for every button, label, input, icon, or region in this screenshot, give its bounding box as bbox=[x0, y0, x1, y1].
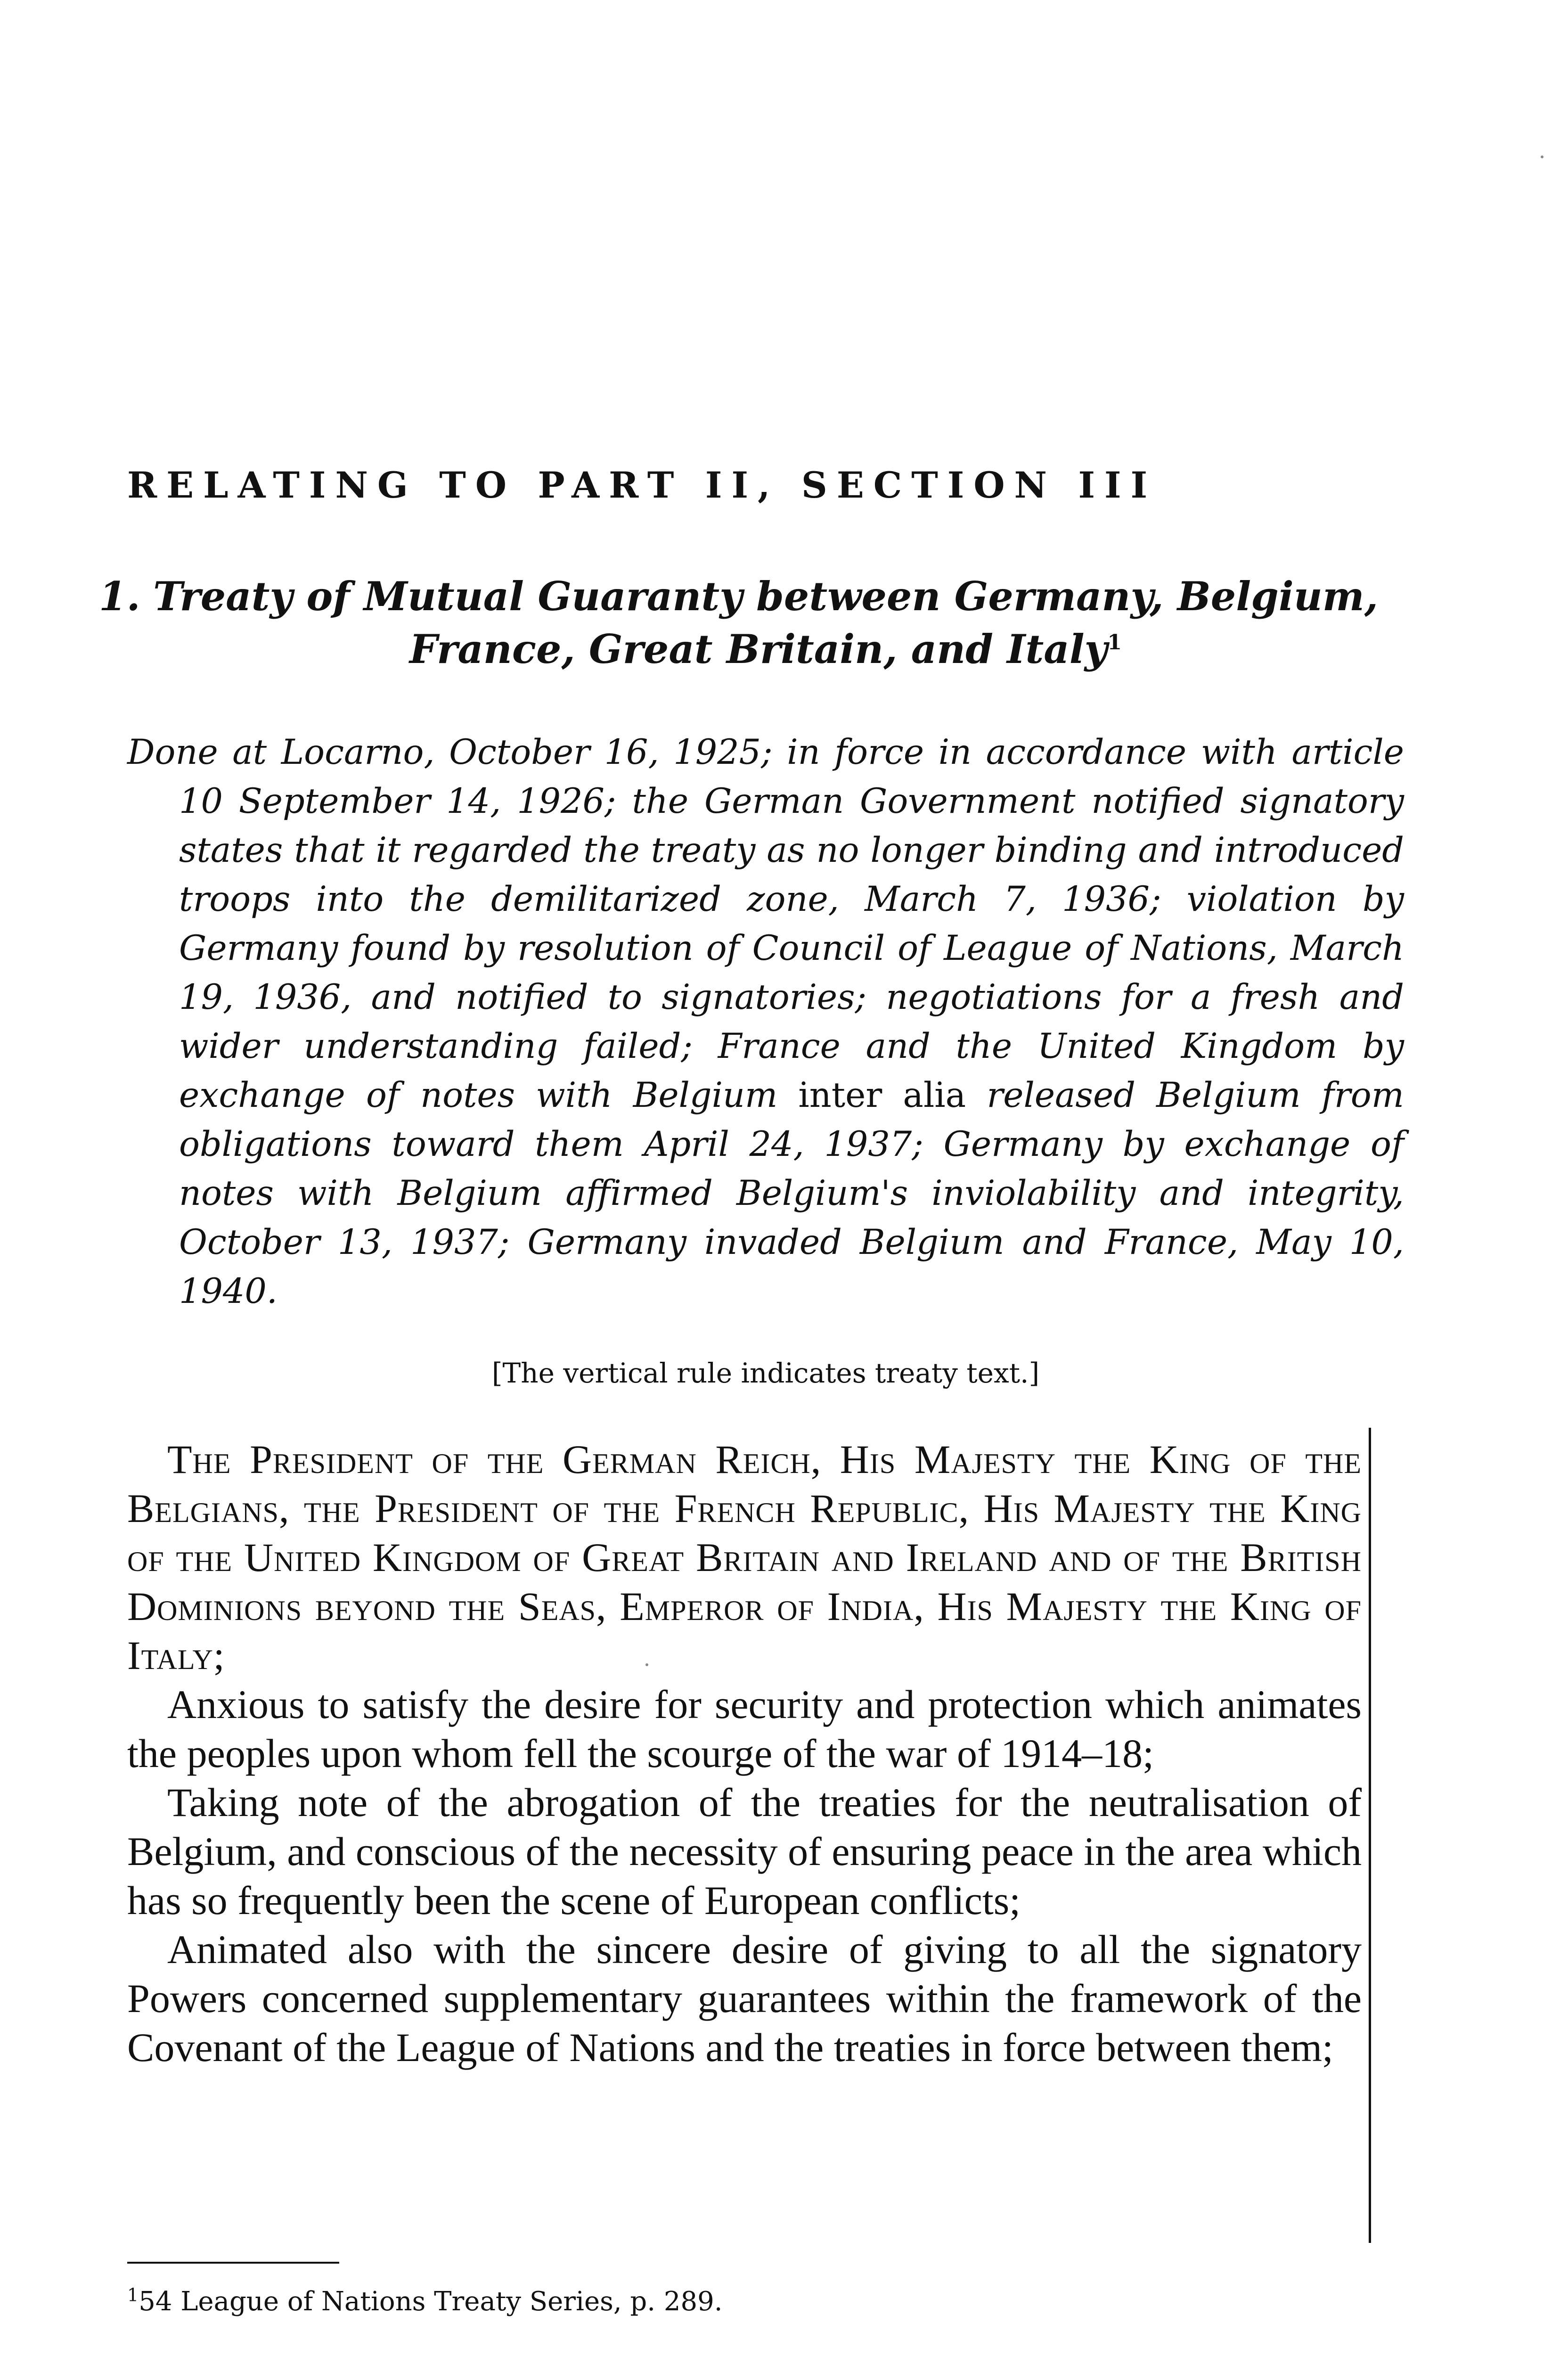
preamble-recital-1: Anxious to satisfy the desire for security and protection which animates the peoples upon whom fell the scourge of the war of 1914–18; bbox=[127, 1682, 1362, 1776]
footnote-reference: 1 bbox=[1107, 630, 1122, 654]
section-heading: RELATING TO PART II, SECTION III bbox=[127, 464, 1157, 506]
scan-speck bbox=[645, 1663, 648, 1666]
treaty-text-block bbox=[127, 1435, 1362, 2072]
editorial-note: [The vertical rule indicates treaty text.] bbox=[491, 1357, 1040, 1389]
footnote bbox=[127, 2285, 1352, 2318]
footnote-mark: 1 bbox=[127, 2284, 139, 2306]
treaty-history-paragraph bbox=[127, 728, 1404, 1316]
treaty-text-vertical-rule bbox=[1369, 1428, 1371, 2243]
treaty-title bbox=[99, 570, 1404, 676]
treaty-title-line-2: France, Great Britain, and Italy bbox=[409, 626, 1108, 672]
treaty-history-roman-insert: inter alia bbox=[798, 1075, 966, 1115]
preamble-parties: The President of the German Reich, His Majesty the King of the Belgians, the President of the French Republic, His Majesty the King of the United Kingdom of Great Britain and Ireland and of the British Dominions beyond the Seas, Emperor of India, His Majesty the King of Italy; bbox=[127, 1437, 1362, 1678]
treaty-number: 1. bbox=[99, 573, 140, 620]
footnote-divider bbox=[127, 2262, 339, 2264]
scan-speck bbox=[1541, 155, 1544, 158]
treaty-history-part-2: released Belgium from obligations toward them April 24, 1937; Germany by exchange of notes with Belgium affirmed Belgium's inviolability and integrity, October 13, 1937; Germany invaded Belgium and France, May 10, 1940. bbox=[179, 1075, 1404, 1311]
preamble-recital-3: Animated also with the sincere desire of giving to all the signatory Powers concerned supplementary guarantees within the framework of the Covenant of the League of Nations and the treaties in force between them; bbox=[127, 1927, 1362, 2070]
treaty-title-line-1: Treaty of Mutual Guaranty between Germany, Belgium, bbox=[153, 573, 1378, 620]
treaty-history-part-1: Done at Locarno, October 16, 1925; in force in accordance with article 10 September 14, 1926; the German Government notified signatory states that it regarded the treaty as no longer binding and introduced troops into the demilitarized zone, March 7, 1936; violation by Germany found by resolution of Council of League of Nations, March 19, 1936, and notified to signatories; negotiations for a fresh and wider understanding failed; France and the United Kingdom by exchange of notes with Belgium bbox=[127, 732, 1404, 1115]
preamble-recital-2: Taking note of the abrogation of the treaties for the neutralisation of Belgium, and conscious of the necessity of ensuring peace in the area which has so frequently been the scene of European conflicts; bbox=[127, 1780, 1362, 1923]
footnote-text: 54 League of Nations Treaty Series, p. 289. bbox=[139, 2286, 723, 2317]
